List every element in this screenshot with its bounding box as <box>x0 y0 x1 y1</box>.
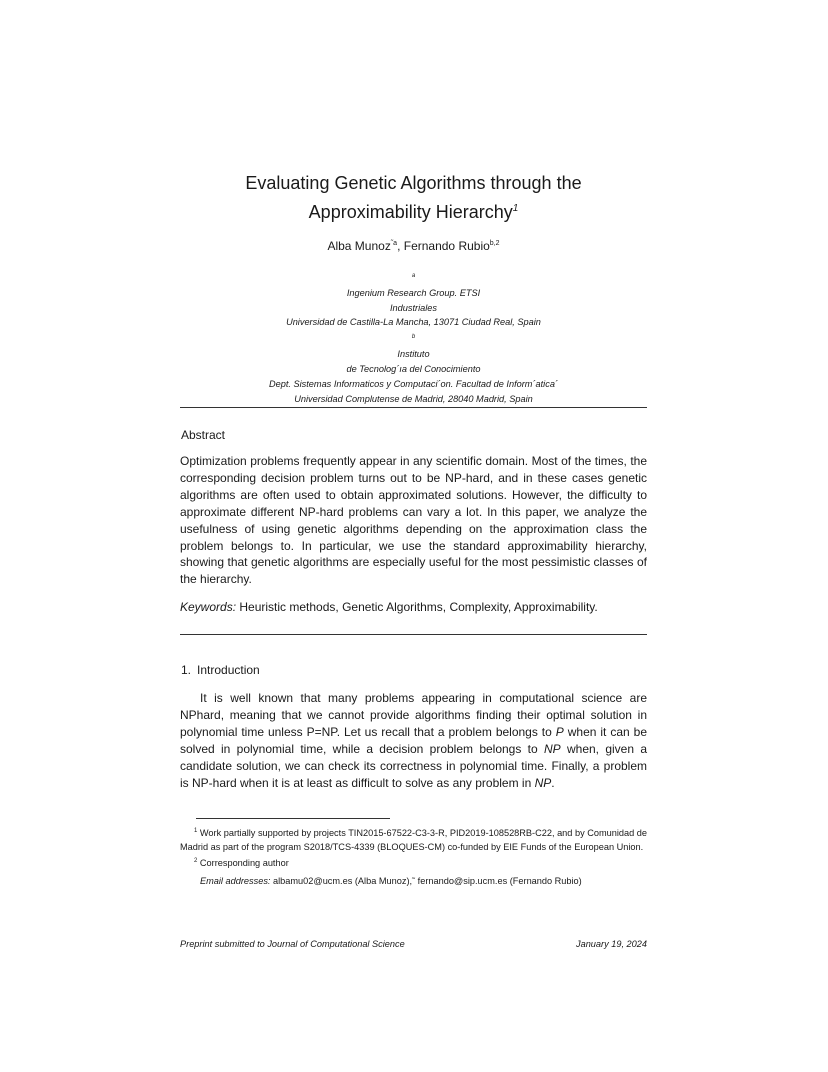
footnote-divider <box>196 818 390 819</box>
affiliation-line-1 <box>180 269 647 301</box>
keywords-label: Keywords: <box>180 600 237 614</box>
intro-class-np-2: NP <box>534 775 552 790</box>
footnote-1 <box>180 824 647 854</box>
footnote-2-mark: 2 <box>194 858 198 865</box>
footnote-2-text: Corresponding author <box>197 858 289 869</box>
footnote-1-mark: 1 <box>194 828 198 834</box>
title-line-2 <box>180 196 647 225</box>
section-number: 1. <box>181 663 192 677</box>
title-footnote-mark: 1 <box>512 203 519 214</box>
affiliation-line-2: Industriales <box>390 302 437 313</box>
author-list <box>180 239 647 253</box>
affiliation-line-4: de Tecnolog´ıa del Conocimiento <box>346 363 481 374</box>
divider-top <box>180 407 647 408</box>
divider-bottom <box>180 634 647 635</box>
author-1-sup: ˜a <box>390 240 398 247</box>
intro-class-np: NP <box>544 741 561 756</box>
abstract-heading: Abstract <box>181 428 226 442</box>
intro-class-p: P <box>555 724 564 739</box>
footnotes <box>180 824 647 888</box>
affiliation-line-1-text: Ingenium Research Group. ETSI <box>346 287 481 298</box>
introduction-paragraph <box>180 690 647 791</box>
title-line-1: Evaluating Genetic Algorithms through the <box>245 173 582 193</box>
email-text: albamu02@ucm.es (Alba Munoz),˜ fernando@sip.ucm.es (Fernando Rubio) <box>270 876 582 887</box>
section-title: Introduction <box>197 663 260 677</box>
affiliation-line-5: Dept. Sistemas Informaticos y Computaci´on. Facultad de Inform´atica´ <box>268 378 558 389</box>
footer-date: January 19, 2024 <box>575 939 647 949</box>
keywords-text: Heuristic methods, Genetic Algorithms, Complexity, Approximability. <box>236 600 598 614</box>
email-label: Email addresses: <box>200 876 271 887</box>
email-addresses <box>180 874 647 888</box>
affiliation-line-1-sup: a <box>411 273 416 279</box>
footnote-2 <box>180 854 647 870</box>
section-heading-introduction <box>181 663 260 677</box>
affiliation-line-3-sup: b <box>411 334 416 341</box>
footnote-1-text: Work partially supported by projects TIN2015-67522-C3-3-R, PID2019-108528RB-C22, and by Comunidad de Madrid as part of the program S2018/TCS-4339 (BLOQUES-CM) co-funded by EIE Funds of the European Union. <box>180 828 647 853</box>
intro-part-3: when, given a candidate solution, we can check its correctness in polynomial time. Finally, a problem is NP-hard when it is at least as difficult to solve as any problem in <box>180 741 647 790</box>
paper-title <box>180 170 647 225</box>
intro-part-4: . <box>551 775 555 790</box>
title-line-2-text: Approximability Hierarchy <box>308 202 513 222</box>
intro-part-2: when it can be solved in polynomial time, while a decision problem belongs to <box>180 724 647 756</box>
affiliation-line-3-text: Universidad de Castilla-La Mancha, 13071 Ciudad Real, Spain <box>286 317 541 328</box>
abstract-body: Optimization problems frequently appear in any scientific domain. Most of the times, the corresponding decision problem turns out to be NP-hard, and in these cases genetic algorithms are often used to obtain approximated solutions. However, the difficulty to approximate different NP-hard problems can vary a lot. In this paper, we analyze the usefulness of using genetic algorithms depending on the approximation class the problem belongs to. In particular, we use the standard approximability hierarchy, showing that genetic algorithms are especially useful for the most pessimistic classes of the hierarchy. <box>180 454 647 587</box>
author-1: Alba Munoz <box>327 239 391 253</box>
author-2: Fernando Rubio <box>403 239 490 253</box>
affiliation-line-3 <box>180 315 647 361</box>
author-separator: , <box>397 239 404 253</box>
affiliation-line-6: Universidad Complutense de Madrid, 28040 Madrid, Spain <box>294 393 533 404</box>
intro-part-1: It is well known that many problems appearing in computational science are NPhard, meaning that we cannot provide algorithms finding their optimal solution in polynomial time unless P=NP. Let us recall that a problem belongs to <box>180 691 647 739</box>
author-2-sup: b,2 <box>489 240 500 247</box>
affiliation-line-3-end: Instituto <box>397 349 430 360</box>
keywords <box>180 600 647 614</box>
footer-journal: Preprint submitted to Journal of Computational Science <box>180 939 405 949</box>
affiliations <box>180 269 647 406</box>
